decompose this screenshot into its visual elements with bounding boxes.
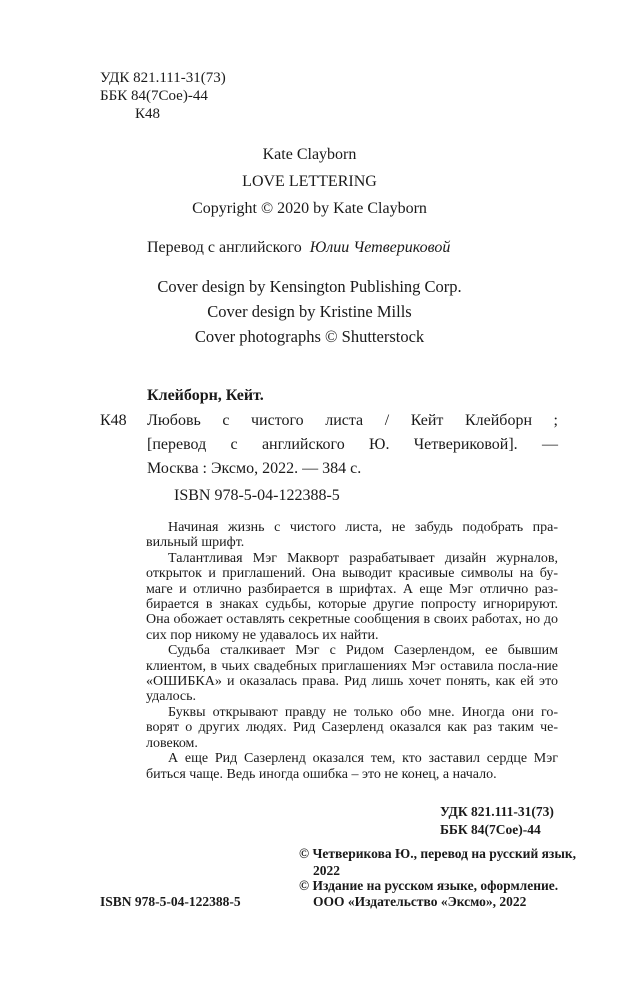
biblio-isbn: ISBN 978-5-04-122388-5 (174, 487, 340, 504)
translation-line (147, 238, 450, 258)
rights-line: © Издание на русском языке, оформление. (299, 878, 559, 893)
original-author: Kate Clayborn (262, 146, 357, 163)
rights-line: ООО «Издательство «Эксмо», 2022 (313, 894, 527, 909)
rights-line: 2022 (313, 863, 340, 878)
biblio-mark: К48 (100, 412, 127, 429)
annotation-paragraph: Судьба сталкивает Мэг с Ридом Сазерлендом, ее бывшим клиентом, в чьих свадебных приглашениях Мэг оставила посла-ние «ОШИБКА» и оказалась права. Рид лишь хочет понять, как ей это удалось. (146, 643, 558, 705)
isbn-bottom: ISBN 978-5-04-122388-5 (100, 894, 241, 909)
annotation-paragraph: Талантливая Мэг Макворт разрабатывает дизайн журналов, открыток и приглашений. Она выводит красивые символы на бу-маге и отлично разбирается в шрифтах. А еще Мэг отлично раз-бирается в знаках судьбы, которые другие попросту игнорируют. Она обожает оставлять секретные сообщения в своих работах, но до сих пор никому не удавалось их найти. (146, 550, 558, 643)
biblio-line: Москва : Эксмо, 2022. — 384 с. (147, 460, 362, 477)
annotation-paragraph: А еще Рид Сазерленд оказался тем, кто заставил сердце Мэг биться чаще. Ведь иногда ошибка – это не конец, а начало. (146, 751, 558, 782)
original-title: LOVE LETTERING (242, 173, 377, 190)
bbk-code: ББК 84(7Сое)-44 (100, 88, 208, 104)
annotation-paragraph: Буквы открывают правду не только обо мне. Иногда они го-ворят о других людях. Рид Сазерленд оказался как раз таким че-ловеком. (146, 704, 558, 751)
biblio-line: [перевод с английского Ю. Четвериковой]. — (147, 436, 558, 453)
translator-name: Юлии Четвериковой (309, 239, 451, 256)
author-mark: К48 (135, 106, 161, 122)
biblio-line: Любовь с чистого листа / Кейт Клейборн ; (147, 412, 558, 429)
biblio-heading: Клейборн, Кейт. (147, 387, 264, 404)
udk-code: УДК 821.111-31(73) (100, 70, 226, 86)
annotation-paragraph: Начиная жизнь с чистого листа, не забудь подобрать пра-вильный шрифт. (146, 520, 558, 551)
translation-label: Перевод с английского (147, 239, 302, 256)
rights-line: © Четверикова Ю., перевод на русский язык, (299, 846, 577, 861)
credit-line: Cover photographs © Shutterstock (194, 327, 425, 346)
udk-code-bottom: УДК 821.111-31(73) (440, 804, 554, 819)
credit-line: Cover design by Kristine Mills (207, 302, 412, 321)
annotation (146, 520, 558, 782)
original-copyright: Copyright © 2020 by Kate Clayborn (192, 200, 427, 217)
bbk-code-bottom: ББК 84(7Сое)-44 (440, 822, 541, 837)
credit-line: Cover design by Kensington Publishing Corp. (157, 277, 462, 296)
